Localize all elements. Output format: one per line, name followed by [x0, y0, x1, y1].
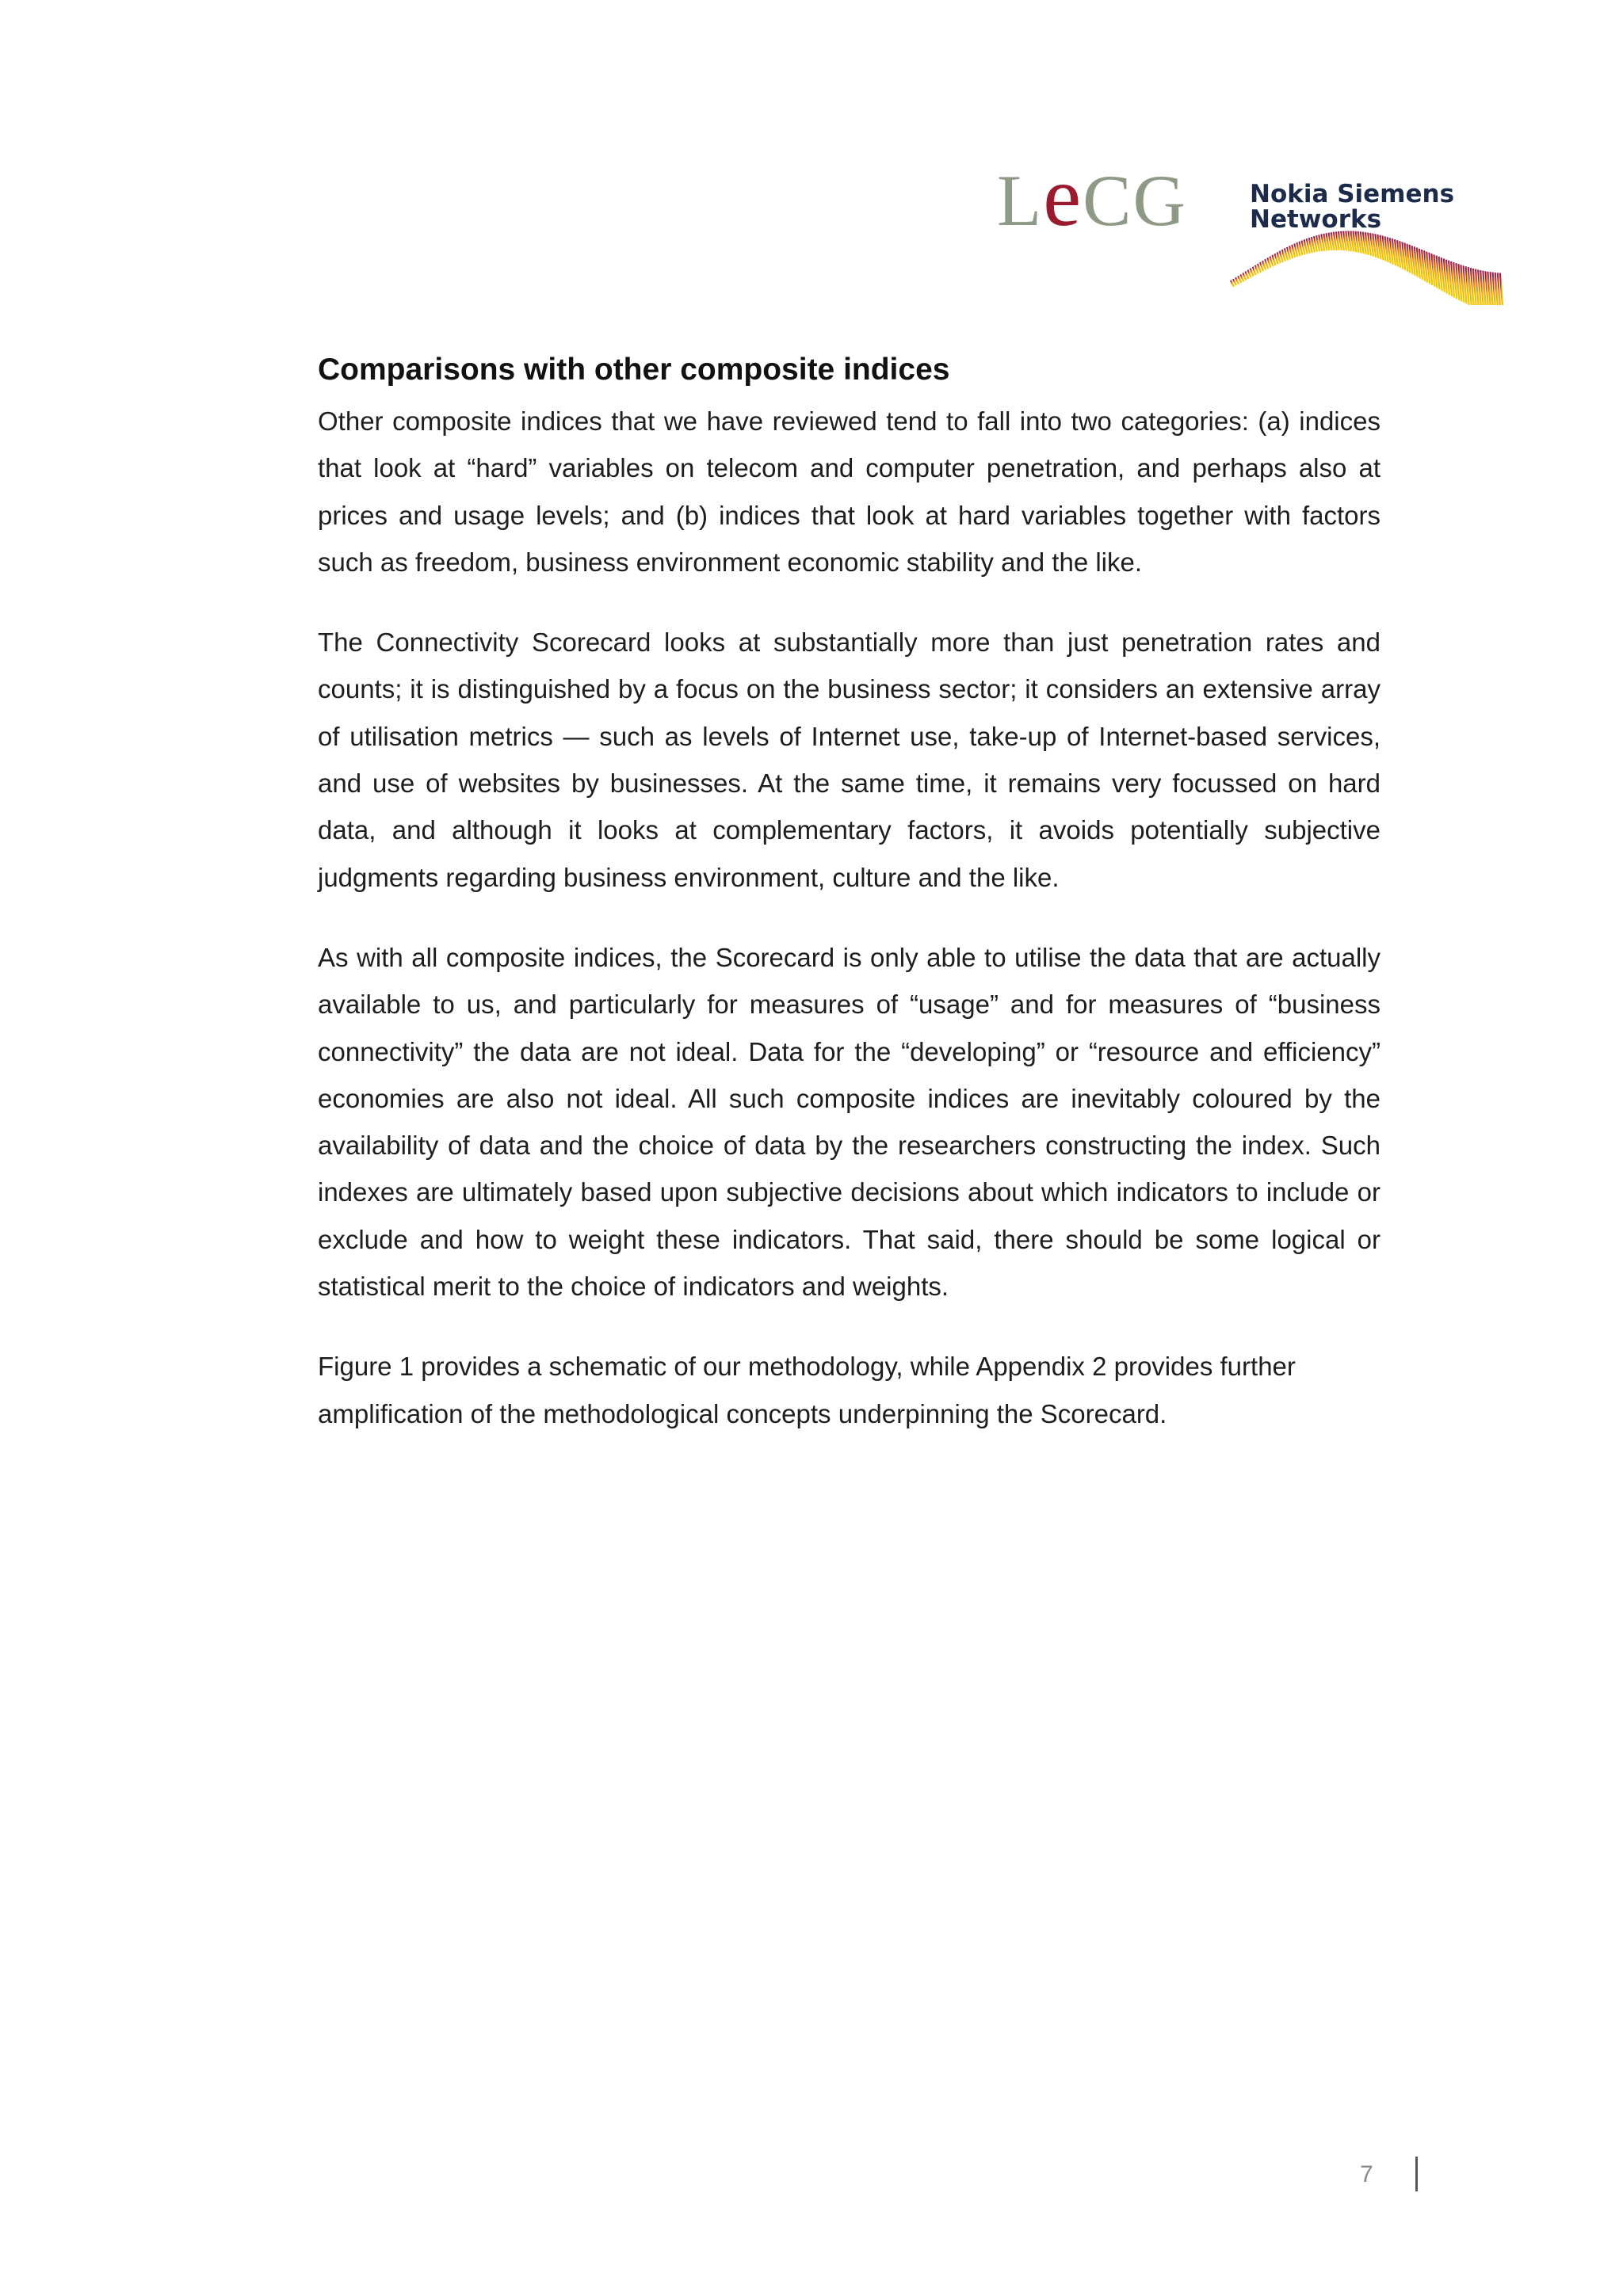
section-heading: Comparisons with other composite indices [318, 353, 950, 387]
nsn-logo-text: Nokia Siemens Networks [1250, 180, 1455, 234]
page-number-divider [1415, 2157, 1418, 2191]
page-number: 7 [1360, 2161, 1373, 2187]
nokia-siemens-networks-logo [1224, 178, 1510, 305]
document-body [318, 347, 1381, 1470]
paragraph-2: The Connectivity Scorecard looks at substantially more than just penetration rates and counts; it is distinguished by a focus on the business sector; it considers an extensive array of utilisation metrics — such as levels of Internet use, take-up of Internet-based services, and use of websites by businesses. At the same time, it remains very focussed on hard data, and although it looks at complementary factors, it avoids potentially subjective judgments regarding business environment, culture and the like. [318, 627, 1381, 892]
paragraph-4: Figure 1 provides a schematic of our methodology, while Appendix 2 provides further amplification of the methodological concepts underpinning the Scorecard. [318, 1352, 1296, 1428]
lecg-logo: LeCG [997, 150, 1187, 244]
paragraph-1: Other composite indices that we have reviewed tend to fall into two categories: (a) indices that look at “hard” variables on telecom and computer penetration, and perhaps also at prices and usage levels; and (b) indices that look at hard variables together with factors such as freedom, business environment economic stability and the like. [318, 406, 1381, 577]
paragraph-3: As with all composite indices, the Scorecard is only able to utilise the data that are actually available to us, and particularly for measures of “usage” and for measures of “business connectivity” the data are not ideal. Data for the “developing” or “resource and efficiency” economies are also not ideal. All such composite indices are inevitably coloured by the availability of data and the choice of data by the researchers constructing the index. Such indexes are ultimately based upon subjective decisions about which indicators to include or exclude and how to weight these indicators. That said, there should be some logical or statistical merit to the choice of indicators and weights. [318, 942, 1381, 1302]
